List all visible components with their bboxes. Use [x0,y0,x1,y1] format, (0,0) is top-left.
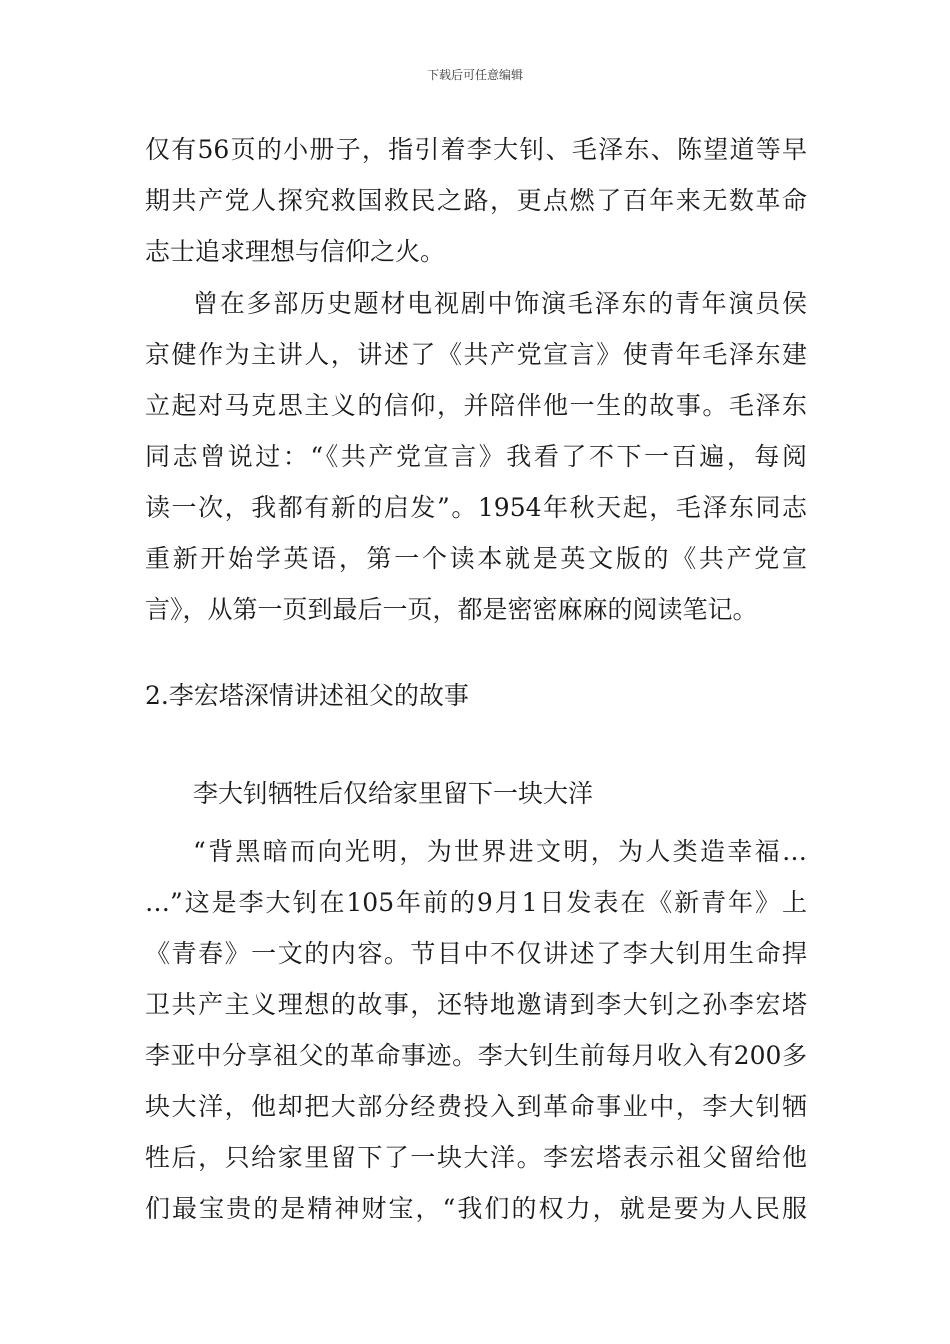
subheading: 李大钊牺牲后仅给家里留下一块大洋 [193,779,594,808]
paragraph-1 [145,124,807,277]
text-line: 立起对马克思主义的信仰，并陪伴他一生的故事。毛泽东 [145,391,807,420]
text-line: 《青春》一文的内容。节目中不仅讲述了李大钊用生命捍 [145,939,807,968]
paragraph-3 [145,826,807,1234]
section-heading: 2.李宏塔深情讲述祖父的故事 [145,681,469,710]
text-line: 言》，从第一页到最后一页，都是密密麻麻的阅读笔记。 [145,595,758,624]
text-line: “背黑暗而向光明，为世界进文明，为人类造幸福… [193,837,807,866]
text-line: 读一次，我都有新的启发”。1954年秋天起，毛泽东同志 [145,493,807,522]
text-line: 李亚中分享祖父的革命事迹。李大钊生前每月收入有200多 [145,1041,807,1070]
text-line: 块大洋，他却把大部分经费投入到革命事业中，李大钊牺 [145,1092,807,1121]
text-line: 牲后，只给家里留下了一块大洋。李宏塔表示祖父留给他 [145,1143,807,1172]
text-line: 曾在多部历史题材电视剧中饰演毛泽东的青年演员侯 [193,289,807,318]
paragraph-2 [145,278,807,635]
text-line: 重新开始学英语，第一个读本就是英文版的《共产党宣 [145,544,807,573]
page-header: 下载后可任意编辑 [426,68,523,82]
text-line: 京健作为主讲人，讲述了《共产党宣言》使青年毛泽东建 [145,340,807,369]
text-line: 志士追求理想与信仰之火。 [145,237,446,266]
text-line: 们最宝贵的是精神财宝，“我们的权力，就是要为人民服 [145,1194,807,1223]
text-line: …”这是李大钊在105年前的9月1日发表在《新青年》上 [145,888,807,917]
text-line: 期共产党人探究救国救民之路，更点燃了百年来无数革命 [145,186,807,215]
text-line: 同志曾说过：“《共产党宣言》我看了不下一百遍，每阅 [145,442,807,471]
text-line: 卫共产主义理想的故事，还特地邀请到李大钊之孙李宏塔 [145,990,807,1019]
text-line: 仅有56页的小册子，指引着李大钊、毛泽东、陈望道等早 [145,135,807,164]
